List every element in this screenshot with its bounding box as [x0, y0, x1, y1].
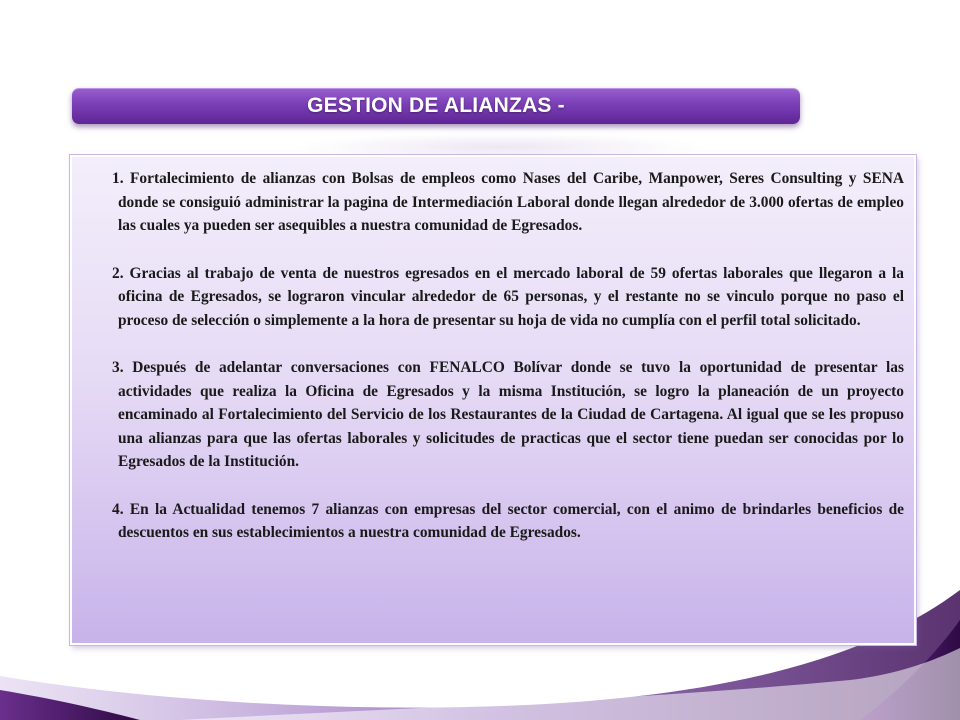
paragraph-text: Después de adelantar conversaciones con FENALCO Bolívar donde se tuvo la oportunidad de presentar las actividades que realiza la Oficina de Egresados y la misma Institución, se logro la planeación de un proyecto encaminado al Fortalecimiento del Servicio de los Restaurantes de la Ciudad de Cartagena. Al igual que se les propuso una alianzas para que las ofertas laborales y solicitudes de practicas que el sector tiene puedan ser conocidas por lo Egresados de la Institución. [118, 359, 904, 470]
paragraph-text: En la Actualidad tenemos 7 alianzas con empresas del sector comercial, con el animo de brindarles beneficios de descuentos en sus establecimientos a nuestra comunidad de Egresados. [118, 500, 904, 541]
paragraph-1 [112, 167, 904, 238]
paragraph-number: 1. [112, 170, 124, 187]
paragraph-number: 2. [112, 264, 124, 282]
paragraph-number: 4. [112, 500, 124, 518]
content-box [70, 155, 916, 645]
paragraph-4 [112, 498, 904, 545]
paragraph-text: Gracias al trabajo de venta de nuestros egresados en el mercado laboral de 59 ofertas laborales que llegaron a la oficina de Egresados, se lograron vincular alrededor de 65 personas, y el restante no se vinculo porque no paso el proceso de selección o simplemente a la hora de presentar su hoja de vida no cumplía con el perfil total solicitado. [118, 264, 904, 329]
slide-title: GESTION DE ALIANZAS - [307, 94, 565, 117]
paragraph-3 [112, 356, 904, 474]
paragraph-text: Fortalecimiento de alianzas con Bolsas de empleos como Nases del Caribe, Manpower, Seres Consulting y SENA donde se consiguió administrar la pagina de Intermediación Laboral donde llegan alrededor de 3.000 ofertas de empleo las cuales ya pueden ser asequibles a nuestra comunidad de Egresados. [118, 170, 904, 234]
paragraph-number: 3. [112, 359, 124, 376]
paragraph-2 [112, 262, 904, 333]
title-bar [72, 88, 800, 124]
